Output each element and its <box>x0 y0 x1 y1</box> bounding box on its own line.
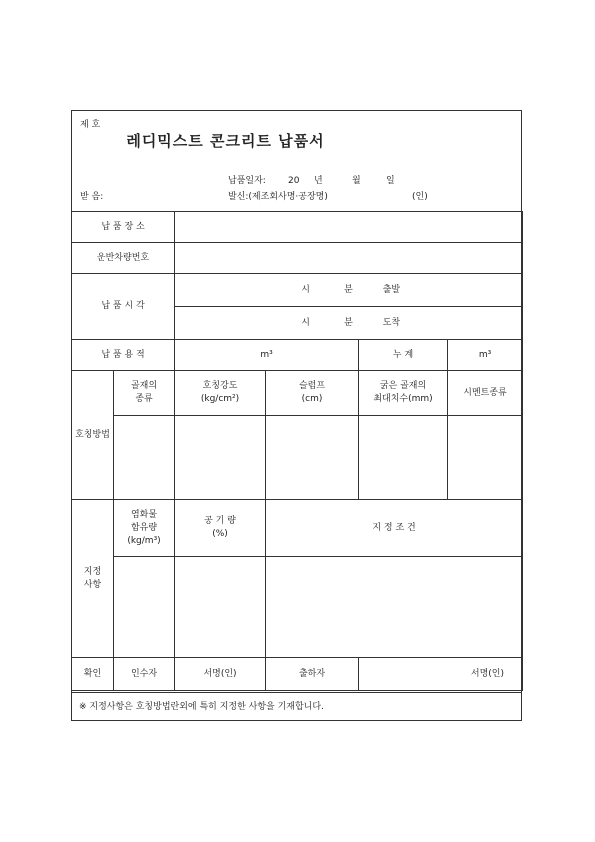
arrival-minute: 분 <box>344 317 353 328</box>
row-delivery-volume <box>72 340 523 371</box>
seal-label: (인) <box>412 192 428 202</box>
specified-section-label: 지정 사항 <box>72 500 114 658</box>
max-size-header: 굵은 골재의 최대치수(mm) <box>359 371 448 416</box>
recipient-label: 받 음: <box>80 192 104 202</box>
delivery-place-label: 납 품 장 소 <box>72 212 175 243</box>
departure-text: 출발 <box>382 284 401 295</box>
row-vehicle-number <box>72 243 523 274</box>
doc-number-label: 제 호 <box>80 120 101 130</box>
slump-field[interactable] <box>266 416 359 500</box>
air-content-field[interactable] <box>175 557 266 658</box>
departure-minute: 분 <box>344 284 353 295</box>
conditions-header: 지 정 조 건 <box>266 500 523 557</box>
strength-header: 호칭강도 (kg/cm²) <box>175 371 266 416</box>
arrival-hour: 시 <box>301 317 310 328</box>
receiver-label: 인수자 <box>114 658 175 691</box>
delivery-volume-field[interactable] <box>175 340 359 371</box>
receiver-sign[interactable]: 서명(인) <box>175 658 266 691</box>
delivery-form-table <box>71 211 523 691</box>
cumulative-field[interactable] <box>448 340 523 371</box>
departure-field[interactable] <box>175 274 523 307</box>
year-label: 년 <box>314 176 323 186</box>
arrival-field[interactable] <box>175 307 523 340</box>
aggregate-type-header: 골재의 종류 <box>114 371 175 416</box>
row-departure <box>72 274 523 307</box>
row-mix-values <box>72 416 523 500</box>
vehicle-number-field[interactable] <box>175 243 523 274</box>
year-prefix: 20 <box>288 176 300 186</box>
cement-type-header: 시멘트종류 <box>448 371 523 416</box>
aggregate-type-field[interactable] <box>114 416 175 500</box>
shipper-label: 출하자 <box>266 658 359 691</box>
slump-header: 슬럼프 (cm) <box>266 371 359 416</box>
strength-field[interactable] <box>175 416 266 500</box>
chloride-field[interactable] <box>114 557 175 658</box>
cumulative-label: 누 계 <box>359 340 448 371</box>
delivery-place-field[interactable] <box>175 212 523 243</box>
arrival-text: 도착 <box>382 317 401 328</box>
row-delivery-place <box>72 212 523 243</box>
max-size-field[interactable] <box>359 416 448 500</box>
delivery-volume-label: 납 품 용 적 <box>72 340 175 371</box>
conditions-field[interactable] <box>266 557 523 658</box>
cumulative-unit: m³ <box>478 349 492 360</box>
volume-unit: m³ <box>260 349 273 360</box>
shipper-sign[interactable]: 서명(인) <box>359 658 523 691</box>
row-specified-values <box>72 557 523 658</box>
confirm-label: 확인 <box>72 658 114 691</box>
chloride-header: 염화물 함유량 (kg/m³) <box>114 500 175 557</box>
footnote: ※ 지정사항은 호칭방법란외에 특히 지정한 사항을 기재합니다. <box>71 692 522 721</box>
row-specified-header <box>72 500 523 557</box>
mix-section-label: 호칭방법 <box>72 371 114 500</box>
month-label: 월 <box>352 176 361 186</box>
departure-hour: 시 <box>301 284 310 295</box>
row-confirm <box>72 658 523 691</box>
row-mix-header <box>72 371 523 416</box>
delivery-date-label: 납품일자: <box>228 176 266 186</box>
delivery-time-label: 납 품 시 각 <box>72 274 175 340</box>
vehicle-number-label: 운반차량번호 <box>72 243 175 274</box>
air-content-header: 공 기 량 (%) <box>175 500 266 557</box>
sender-label: 발신:(제조회사명·공장명) <box>228 192 328 202</box>
cement-type-field[interactable] <box>448 416 523 500</box>
day-label: 일 <box>386 176 395 186</box>
page-title: 레디믹스트 콘크리트 납품서 <box>126 132 325 150</box>
